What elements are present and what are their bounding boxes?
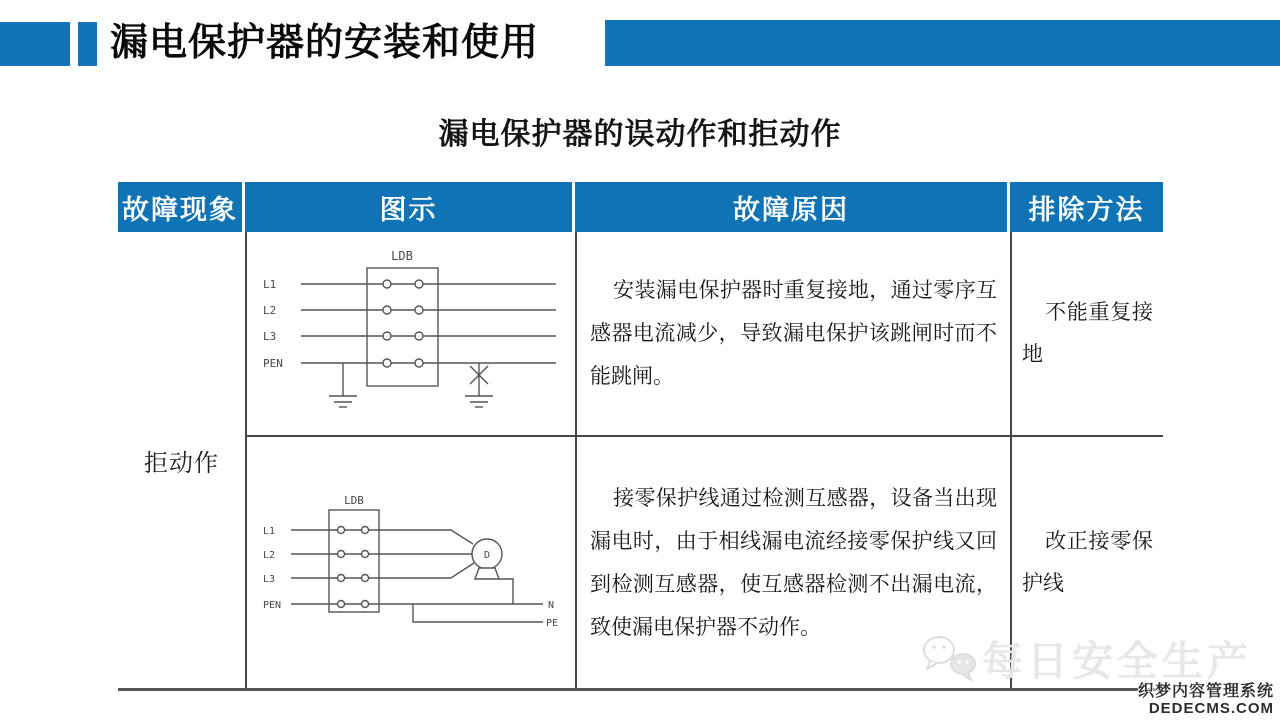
fault-table xyxy=(118,182,1163,691)
page-title: 漏电保护器的安装和使用 xyxy=(110,22,540,64)
remedy-cell-row1 xyxy=(1010,232,1163,435)
brand-watermark-text: 每日安全生产 xyxy=(982,638,1252,684)
slide-subtitle: 漏电保护器的误动作和拒动作 xyxy=(438,118,842,151)
line-label-l2: L2 xyxy=(263,303,277,317)
cms-watermark-name: 织梦内容管理系统 xyxy=(1137,683,1274,700)
line-label-l3: L3 xyxy=(263,573,276,585)
terminals xyxy=(338,526,369,607)
neutral-label: N xyxy=(548,599,555,611)
wiring-diagram-2-svg xyxy=(261,492,561,634)
title-decoration-bar xyxy=(605,20,1280,66)
motor-label: D xyxy=(483,549,491,561)
wiring-diagram-repeated-grounding xyxy=(245,232,575,435)
title-accent-block xyxy=(0,22,70,66)
cms-watermark-domain: DEDECMS.COM xyxy=(1148,700,1274,717)
earth-label: PE xyxy=(546,617,559,629)
line-label-pen: PEN xyxy=(263,599,282,611)
motor-symbol xyxy=(472,539,513,604)
phenomenon-cell: 拒动作 xyxy=(144,449,219,477)
forbidden-ground-symbol xyxy=(465,363,493,407)
remedy-cell-row2 xyxy=(1010,435,1163,688)
column-header-diagram: 图示 xyxy=(245,182,575,232)
line-label-l1: L1 xyxy=(263,525,276,537)
device-label: LDB xyxy=(344,493,364,507)
cause-cell-row2 xyxy=(575,435,1010,688)
cause-text-row1: 安装漏电保护器时重复接地，通过零序互感器电流减少，导致漏电保护该跳闸时而不能跳闸。 xyxy=(590,279,997,388)
cms-watermark xyxy=(1138,683,1274,717)
line-label-l2: L2 xyxy=(263,549,276,561)
column-header-cause: 故障原因 xyxy=(575,182,1010,232)
cause-text-row2: 接零保护线通过检测互感器，设备当出现漏电时，由于相线漏电流经接零保护线又回到检测互感器，使互感器检测不出漏电流，致使漏电保护器不动作。 xyxy=(590,486,997,639)
line-label-l3: L3 xyxy=(263,329,277,343)
column-header-phenomenon: 故障现象 xyxy=(118,182,245,232)
wiring-diagram-wrong-pe xyxy=(245,435,575,688)
breaker-box xyxy=(367,268,438,386)
line-label-pen: PEN xyxy=(263,356,283,370)
line-labels xyxy=(263,278,283,370)
cause-cell-row1 xyxy=(575,232,1010,435)
title-accent-tick xyxy=(78,22,97,66)
wiring-diagram-1-svg xyxy=(261,246,561,422)
terminals xyxy=(383,280,423,367)
phase-lines xyxy=(301,284,556,363)
remedy-text-row2: 改正接零保护线 xyxy=(1022,529,1153,595)
column-header-remedy: 排除方法 xyxy=(1010,182,1163,232)
ground-symbol-left xyxy=(329,363,357,407)
pe-branch xyxy=(413,604,543,622)
line-labels xyxy=(263,526,281,611)
terminal-labels xyxy=(546,600,558,629)
remedy-text-row1: 不能重复接地 xyxy=(1022,300,1153,366)
line-label-l1: L1 xyxy=(263,277,277,291)
breaker-box xyxy=(329,510,379,612)
device-label: LDB xyxy=(391,248,413,263)
